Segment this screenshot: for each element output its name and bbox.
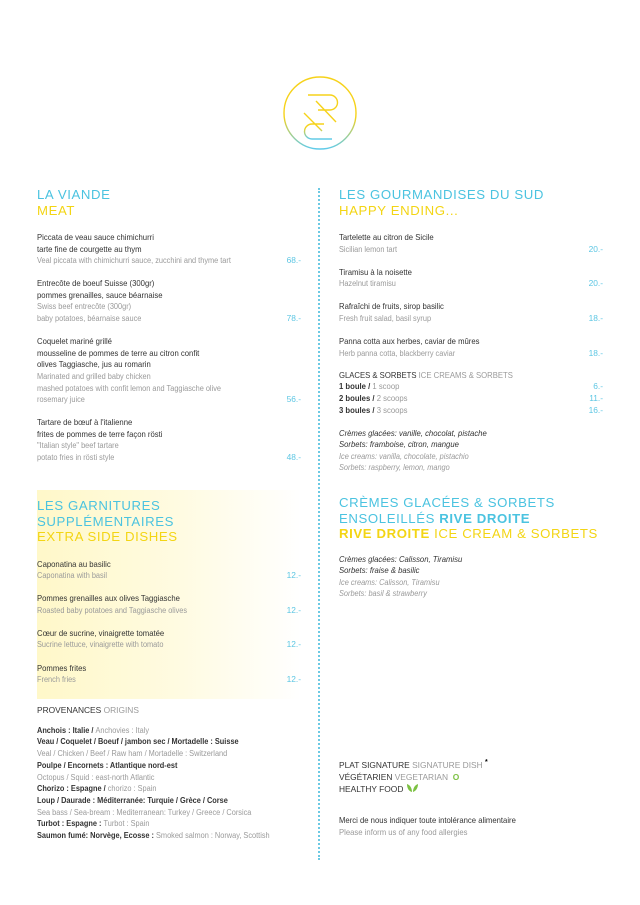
- dish-name-fr: Tiramisu à la noisette: [339, 266, 412, 277]
- legend: [339, 757, 603, 838]
- dish-name-fr: Tartare de bœuf à l'italienne: [37, 417, 133, 428]
- dish-price: 12.-: [286, 570, 301, 581]
- origin-line: [37, 772, 295, 784]
- signature-label-fr: PLAT SIGNATURE: [339, 759, 410, 770]
- dish-name-fr: Piccata de veau sauce chimichurri: [37, 232, 154, 242]
- dish-desc-en: rosemary juice: [37, 395, 85, 405]
- glace-qty-fr: 2 boules /: [339, 393, 375, 404]
- origin-line: [37, 748, 295, 760]
- dish-desc-en: Swiss beef entrecôte (300gr): [37, 302, 132, 312]
- glace-label: [339, 405, 582, 417]
- dish-desc-en-row: [37, 440, 301, 452]
- dish-desc-en-row: [339, 278, 603, 290]
- menu-item: [37, 663, 301, 686]
- dish-desc-en-row: [37, 255, 301, 267]
- dish-desc-en-row: [37, 605, 301, 617]
- flavor-en: Sorbets: raspberry, lemon, mango: [339, 463, 450, 473]
- origin-text: Saumon fumé: Norvège, Ecosse :: [37, 831, 157, 841]
- section-meat: [37, 187, 301, 475]
- section-title-fr: LES GOURMANDISES DU SUD: [339, 187, 545, 202]
- flavor-fr: Crèmes glacées: Calisson, Tiramisu: [339, 553, 463, 564]
- menu-item: [339, 267, 603, 290]
- dish-price: 18.-: [588, 347, 603, 358]
- glace-qty-fr: 3 boules /: [339, 404, 375, 415]
- dish-desc-en-row: [37, 301, 301, 313]
- glace-qty-en: 2 scoops: [376, 393, 408, 404]
- dish-desc-en: baby potatoes, béarnaise sauce: [37, 314, 142, 324]
- section-rive-droite: [339, 495, 619, 600]
- dish-name-fr: Panna cotta aux herbes, caviar de mûres: [339, 336, 480, 347]
- allergy-en: Please inform us of any food allergies: [339, 826, 468, 837]
- dish-price: 78.-: [286, 313, 301, 324]
- dish-price: 12.-: [286, 639, 301, 650]
- dish-price: 12.-: [286, 674, 301, 685]
- dish-desc-en-row: [37, 371, 301, 383]
- flavor-fr: Crèmes glacées: vanille, chocolat, pistache: [339, 427, 487, 438]
- origin-text: Veau / Coquelet / Boeuf / jambon sec / Mortadelle : Suisse: [37, 737, 239, 747]
- dish-name-fr: olives Taggiasche, jus au romarin: [37, 359, 151, 370]
- flavor-en: Ice creams: vanilla, chocolate, pistachio: [339, 451, 469, 461]
- dish-name-fr: Tartelette au citron de Sicile: [339, 232, 434, 242]
- dish-price: 20.-: [588, 278, 603, 289]
- glaces-block: [339, 370, 603, 474]
- menu-item: [37, 628, 301, 651]
- dish-desc-en: Sicilian lemon tart: [339, 244, 398, 254]
- dish-name-fr: Cœur de sucrine, vinaigrette tomatée: [37, 627, 165, 638]
- glaces-title-fr: GLACES & SORBETS: [339, 369, 417, 380]
- dish-name-fr: pommes grenailles, sauce béarnaise: [37, 289, 163, 300]
- glace-qty-en: 3 scoops: [376, 404, 408, 415]
- dish-desc-en-row: [37, 313, 301, 325]
- dish-desc-en: Veal piccata with chimichurri sauce, zucchini and thyme tart: [37, 256, 231, 266]
- dish-desc-en-row: [37, 383, 301, 395]
- glace-row: [339, 393, 603, 405]
- origin-text: chorizo : Spain: [107, 784, 157, 794]
- origin-text: Octopus / Squid : east-north Atlantic: [37, 772, 155, 782]
- veg-label-en: VEGETARIAN: [394, 771, 449, 782]
- origin-text: Turbot : Espagne :: [37, 819, 104, 829]
- dish-price: 12.-: [286, 604, 301, 615]
- flavor-fr: Sorbets: framboise, citron, mangue: [339, 439, 459, 450]
- glace-price: 16.-: [588, 404, 603, 415]
- dish-desc-en-row: [37, 639, 301, 651]
- dish-desc-en-row: [37, 674, 301, 686]
- signature-star-icon: *: [484, 759, 488, 766]
- origin-line: [37, 795, 295, 807]
- dish-price: 68.-: [286, 255, 301, 266]
- menu-item: [37, 336, 301, 406]
- flavor-fr: Sorbets: fraise & basilic: [339, 565, 420, 576]
- menu-item: [339, 301, 603, 324]
- menu-item: [37, 278, 301, 324]
- origin-text: Smoked salmon : Norway, Scottish: [156, 831, 270, 841]
- dish-name-fr: Caponatina au basilic: [37, 558, 111, 569]
- menu-item: [37, 559, 301, 582]
- rive-title-line1: CRÈMES GLACÉES & SORBETS: [339, 495, 555, 510]
- dish-desc-en-row: [339, 244, 603, 256]
- dish-desc-en: potato fries in rösti style: [37, 453, 115, 462]
- section-title-fr: LES GARNITURES SUPPLÉMENTAIRES: [37, 498, 174, 529]
- menu-item: [339, 336, 603, 359]
- menu-item: [37, 232, 301, 267]
- dish-name-fr: frites de pommes de terre façon rösti: [37, 428, 163, 439]
- dish-desc-en-row: [339, 348, 603, 360]
- origin-line: [37, 807, 295, 819]
- origin-line: [37, 760, 295, 772]
- origin-text: Sea bass / Sea-bream : Mediterranean: Turkey / Greece / Corsica: [37, 807, 252, 817]
- signature-label-en: SIGNATURE DISH: [412, 759, 483, 770]
- dish-name-fr: Rafraîchi de fruits, sirop basilic: [339, 301, 444, 312]
- dish-desc-en: Hazelnut tiramisu: [339, 279, 396, 289]
- dish-name-fr: Pommes grenailles aux olives Taggiasche: [37, 593, 180, 604]
- rive-title-line2b: RIVE DROITE: [439, 510, 531, 526]
- menu-item: [339, 232, 603, 255]
- section-sides: [37, 490, 301, 699]
- origin-text: Anchovies : Italy: [95, 725, 150, 735]
- dish-desc-en: Caponatina with basil: [37, 571, 107, 581]
- dish-desc-en: Herb panna cotta, blackberry caviar: [339, 348, 456, 358]
- origins-title-en: ORIGINS: [103, 705, 139, 715]
- dish-price: 56.-: [286, 394, 301, 405]
- dish-desc-en-row: [37, 394, 301, 406]
- section-title-en: EXTRA SIDE DISHES: [37, 529, 178, 544]
- restaurant-logo: [282, 75, 358, 151]
- origin-text: Loup / Daurade : Méditerranée: Turquie / Grèce / Corse: [37, 795, 228, 805]
- dish-desc-en-row: [37, 570, 301, 582]
- dish-name-fr: tarte fine de courgette au thym: [37, 243, 142, 254]
- glace-row: [339, 381, 603, 393]
- origin-line: [37, 736, 295, 748]
- glace-label: [339, 393, 582, 405]
- origins-title-fr: PROVENANCES: [37, 705, 102, 715]
- dish-price: 20.-: [588, 243, 603, 254]
- veg-label-fr: VÉGÉTARIEN: [339, 771, 393, 782]
- column-divider: [318, 188, 320, 860]
- dish-desc-en: Marinated and grilled baby chicken: [37, 371, 151, 381]
- origin-text: Chorizo : Espagne /: [37, 784, 108, 794]
- dish-name-fr: mousseline de pommes de terre au citron confit: [37, 347, 200, 358]
- dish-desc-en: Sucrine lettuce, vinaigrette with tomato: [37, 640, 164, 650]
- glace-qty-en: 1 scoop: [372, 381, 400, 392]
- glace-label: [339, 381, 582, 393]
- section-title-en: HAPPY ENDING...: [339, 202, 459, 218]
- dish-desc-en-row: [37, 452, 301, 464]
- section-origins: [37, 705, 317, 842]
- dish-price: 48.-: [286, 452, 301, 462]
- glace-price: 11.-: [589, 393, 603, 404]
- flavor-en: Ice creams: Calisson, Tiramisu: [339, 577, 440, 587]
- origin-line: [37, 783, 295, 795]
- dish-name-fr: Entrecôte de boeuf Suisse (300gr): [37, 278, 155, 289]
- origin-text: Anchois : Italie /: [37, 725, 96, 735]
- section-desserts: [339, 187, 603, 474]
- origin-line: [37, 725, 295, 737]
- dish-name-fr: Pommes frites: [37, 662, 87, 673]
- glace-qty-fr: 1 boule /: [339, 381, 371, 392]
- allergy-fr: Merci de nous indiquer toute intolérance alimentaire: [339, 814, 516, 825]
- origin-text: Poulpe / Encornets : Atlantique nord-est: [37, 760, 178, 770]
- rive-title-line3b: ICE CREAM & SORBETS: [434, 526, 598, 541]
- dish-desc-en: French fries: [37, 675, 76, 685]
- origin-line: [37, 830, 295, 842]
- origin-text: Turbot : Spain: [103, 819, 150, 829]
- glaces-title-en: ICE CREAMS & SORBETS: [418, 369, 513, 380]
- healthy-label: HEALTHY FOOD: [339, 784, 404, 795]
- flavor-en: Sorbets: basil & strawberry: [339, 589, 427, 599]
- section-title-en: MEAT: [37, 202, 76, 218]
- dish-name-fr: Coquelet mariné grillé: [37, 336, 112, 347]
- vegetarian-icon: O: [452, 771, 460, 782]
- origin-line: [37, 818, 295, 830]
- menu-item: [37, 417, 301, 463]
- rive-title-line3a: RIVE DROITE: [339, 526, 430, 541]
- dish-desc-en-row: [339, 313, 603, 325]
- dish-desc-en: mashed potatoes with confit lemon and Taggiasche olive: [37, 383, 221, 393]
- glace-row: [339, 405, 603, 417]
- dish-price: 18.-: [588, 312, 603, 323]
- origin-text: Veal / Chicken / Beef / Raw ham / Mortadelle : Switzerland: [37, 749, 228, 759]
- dish-desc-en: Fresh fruit salad, basil syrup: [339, 313, 432, 323]
- menu-item: [37, 593, 301, 616]
- glace-price: 6.-: [593, 381, 603, 392]
- section-title-fr: LA VIANDE: [37, 187, 111, 202]
- dish-desc-en: "Italian style" beef tartare: [37, 441, 119, 451]
- rive-title-line2a: ENSOLEILLÉS: [339, 510, 436, 526]
- dish-desc-en: Roasted baby potatoes and Taggiasche olives: [37, 605, 188, 615]
- leaf-icon: [406, 783, 419, 793]
